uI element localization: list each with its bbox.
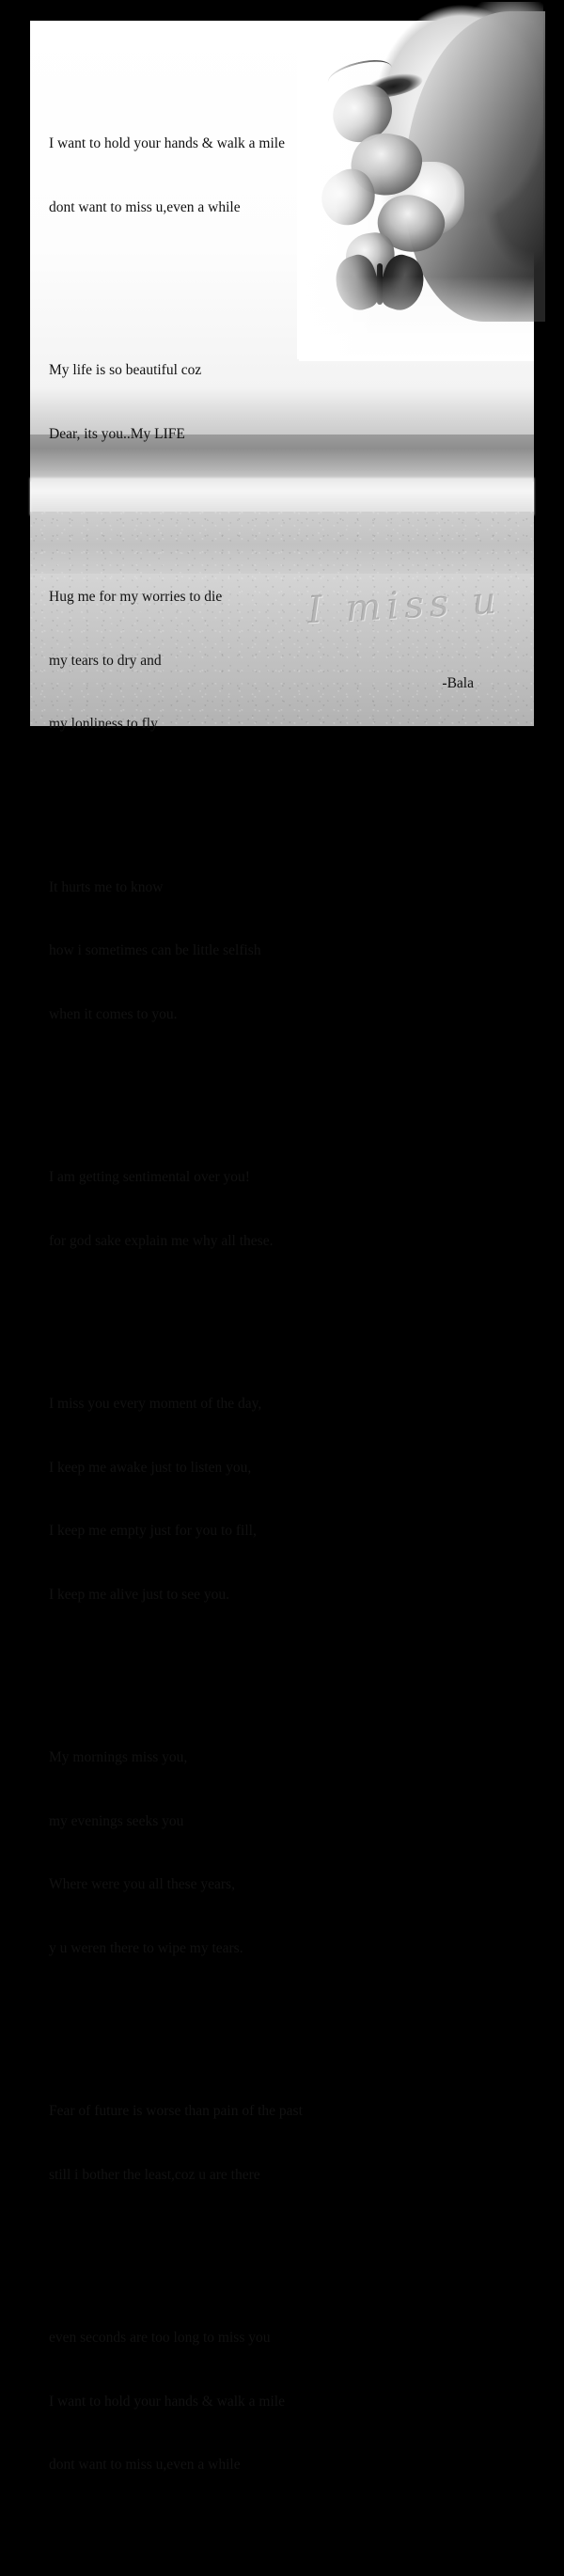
poem-line: My life is so beautiful coz [49,362,202,378]
poem-line: dont want to miss u,even a while [49,2457,241,2473]
poem-line: Dear, its you..My LIFE [49,425,185,442]
poem-line: even seconds are too long to miss you [49,2330,271,2346]
poem-line: Fear of future is worse than pain of the past [49,2103,303,2119]
poem-line: my lonliness to fly [49,716,158,732]
poem-line: I want to hold your hands & walk a mile [49,2393,285,2410]
poem-line: for god sake explain me why all these. [49,1232,274,1249]
poem-line: still i bother the least,coz u are there [49,2166,260,2183]
poem-signature: -Bala [442,675,474,691]
poem-line: my evenings seeks you [49,1812,184,1829]
poem-line: It hurts me to know [49,878,164,895]
poem-stanza [49,1351,444,1648]
poem-stanza [49,1125,444,1294]
poem-line: when it comes to you. [49,1005,178,1022]
sand-writing-text: I miss u [306,578,503,633]
poem-stanza [49,2285,444,2519]
poem-line: I am getting sentimental over you! [49,1169,250,1185]
poem-stanza [49,91,444,261]
poem-line: my tears to dry and [49,652,162,669]
poem-stanza [49,545,444,778]
poem-line: how i sometimes can be little selfish [49,942,261,958]
poem-canvas [30,21,534,2473]
poem-line: I miss you every moment of the day, [49,1396,262,1412]
poem-stanza [49,2059,444,2228]
poem-stanza [49,318,444,487]
poem-line: My mornings miss you, [49,1749,188,1765]
poem-body [49,49,444,2576]
poem-line: y u weren there to wipe my tears. [49,1939,243,1956]
poem-line: dont want to miss u,even a while [49,198,241,215]
poem-line: I keep me awake just to listen you, [49,1459,252,1476]
poem-line: I keep me alive just to see you. [49,1586,229,1603]
poem-stanza [49,1705,444,2001]
poem-line: I want to hold your hands & walk a mile [49,135,285,151]
poem-stanza [49,835,444,1068]
poem-line: Where were you all these years, [49,1876,235,1892]
poem-line: I keep me empty just for you to fill, [49,1523,257,1539]
poem-line: Hug me for my worries to die [49,589,223,605]
